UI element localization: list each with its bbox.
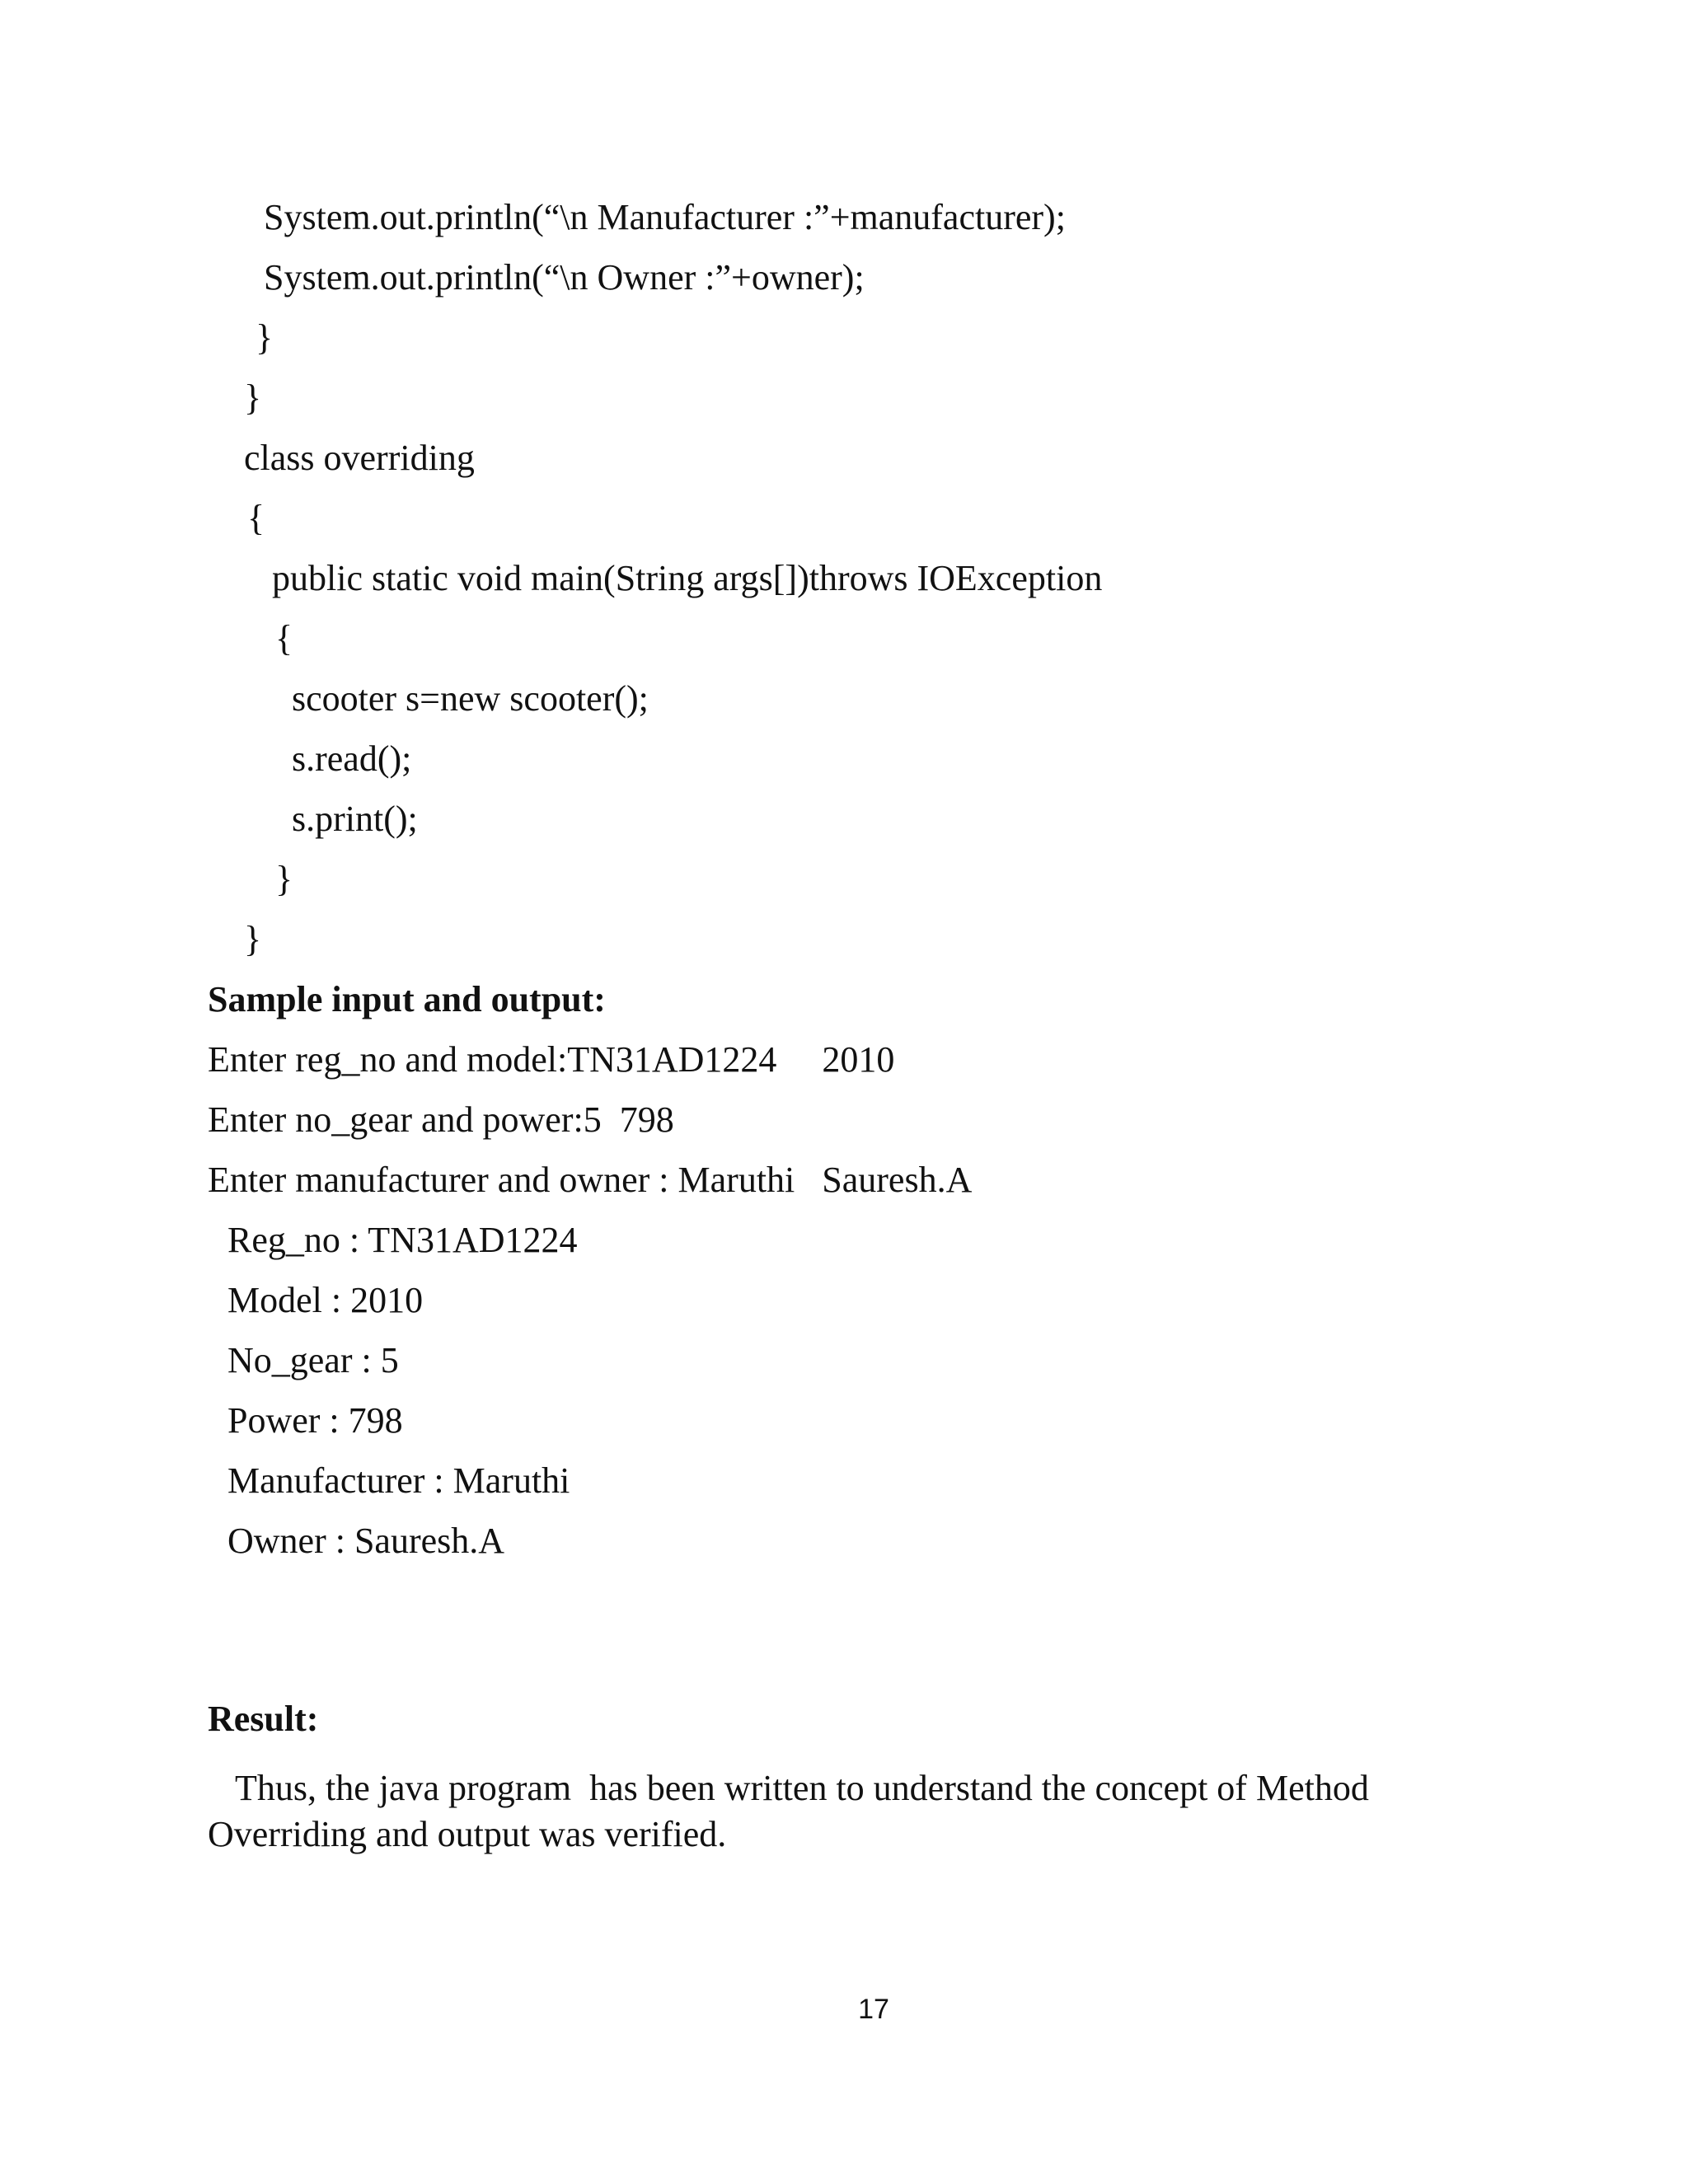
sample-output-line: Model : 2010	[227, 1280, 424, 1320]
page-number: 17	[858, 1994, 889, 2025]
code-line-read-call: s.read();	[292, 738, 412, 779]
sample-heading: Sample input and output:	[208, 979, 606, 1019]
sample-input-line: Enter reg_no and model:TN31AD1224 2010	[208, 1039, 895, 1080]
result-paragraph: Thus, the java program has been written to understand the concept of Method Overriding and output was verified.	[208, 1768, 1378, 1854]
code-line-println-manufacturer: System.out.println(“\n Manufacturer :”+manufacturer);	[264, 197, 1066, 237]
sample-output-line: Owner : Sauresh.A	[227, 1521, 505, 1561]
sample-output-line: No_gear : 5	[227, 1340, 399, 1380]
code-line-open-brace-class: {	[247, 498, 265, 538]
result-heading: Result:	[208, 1699, 319, 1739]
code-line-close-brace-class: }	[244, 377, 262, 418]
code-line-open-brace-main: {	[275, 618, 293, 658]
sample-input-line: Enter manufacturer and owner : Maruthi Sauresh.A	[208, 1160, 973, 1200]
code-line-new-scooter: scooter s=new scooter();	[292, 678, 649, 719]
sample-input-line: Enter no_gear and power:5 798	[208, 1099, 674, 1140]
code-line-class-overriding: class overriding	[244, 438, 475, 478]
code-line-close-brace-method: }	[256, 317, 274, 358]
code-line-print-call: s.print();	[292, 799, 418, 839]
sample-output-line: Power : 798	[227, 1400, 403, 1441]
code-line-close-brace-overriding: }	[244, 919, 262, 959]
code-line-main-signature: public static void main(String args[])throws IOException	[272, 558, 1103, 598]
sample-output-line: Manufacturer : Maruthi	[227, 1460, 570, 1501]
code-line-close-brace-main: }	[275, 859, 293, 899]
code-line-println-owner: System.out.println(“\n Owner :”+owner);	[264, 257, 865, 298]
sample-output-line: Reg_no : TN31AD1224	[227, 1220, 578, 1260]
